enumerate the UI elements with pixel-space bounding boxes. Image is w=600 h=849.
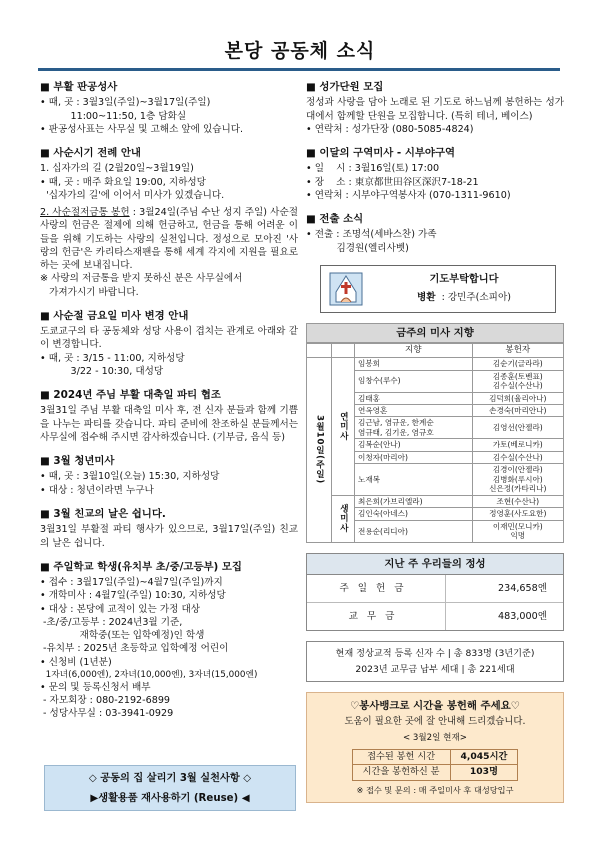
intention-cell: 최은희(가브리엘라) [355,495,473,507]
paragraph: 도쿄교구의 타 공동체와 성당 사용이 겹치는 관계로 아래와 같이 변경합니다. [40,326,298,351]
paragraph: 3월31일 부활절 파티 행사가 있으므로, 3월17일(주일) 친교의 날은 쉽니다. [40,524,298,549]
volunteer-value: 4,045시간 [450,749,518,765]
section-confession [40,80,298,136]
table-row [307,358,564,370]
offerer-cell: 김순기(글라라) [472,358,563,370]
text-line: 김경원(엘리사벳) [306,242,409,254]
paragraph: 3월31일 주님 부활 대축일 미사 후, 전 신자 분들과 함께 기쁨을 나누는 파티를 갖습니다. 파티 준비에 찬조하실 분들께서는 사무실에 접수해 주시면 감사하겠습니다. (기부금, 음식 등) [40,405,298,443]
table-row [352,749,518,765]
offering-row [307,603,563,630]
text-line: • 연락처 : 시부야구역봉사자 (070-1311-9610) [306,189,511,201]
page-title: 본당 공동체 소식 [224,40,376,62]
intention-cell: 임창수(루수) [355,370,473,392]
volunteer-note: ※ 접수 및 문의 : 매 주일미사 후 대성당입구 [356,785,514,795]
offering-value: 234,658엔 [445,575,563,602]
section-title: ■ 3월 청년미사 [40,455,115,468]
offering-value: 483,000엔 [445,603,563,630]
intention-cell: 이청자(마리아) [355,451,473,463]
prayer-title: 기도부탁합니다 [429,274,499,286]
text-line: - 자모회장 : 080-2192-6899 [40,695,171,707]
section-fellowship-day [40,507,298,550]
intention-cell: 김인숙(아네스) [355,508,473,520]
blank-header [332,344,355,358]
text-line: • 대상 : 청년이라면 누구나 [40,484,154,496]
offerer-cell: 손경숙(마리안나) [472,404,563,416]
left-column [40,80,298,731]
section-title: ■ 이달의 구역미사 - 시부야구역 [306,147,456,160]
section-sunday-school [40,560,298,721]
title-divider [38,68,560,71]
offerer-cell: 이재민(모니카) 익명 [472,520,563,542]
section-title: ■ 2024년 주님 부활 대축일 파티 협조 [40,389,221,402]
practice-heading: ◇ 공동의 집 살리기 3월 실천사항 ◇ [88,773,252,784]
text-line: ※ 사랑의 저금통을 받지 못하신 분은 사무실에서 [40,273,243,285]
column-header-intention: 지향 [355,344,473,358]
text-line: • 문의 및 등록신청서 배부 [40,681,151,693]
section-title: ■ 주일학교 학생(유치부 초/중/고등부) 모집 [40,560,242,573]
paragraph: 정성과 사랑을 담아 노래로 된 기도로 하느님께 봉헌하는 성가대에서 함께할 단원을 모집합니다. (특히 테너, 베이스) [306,97,564,122]
membership-stats [306,641,564,682]
text-line: 가져가시기 바랍니다. [40,286,139,298]
section-title: ■ 사순절 금요일 미사 변경 안내 [40,309,189,322]
offerer-cell: 정영훈(사도요한) [472,508,563,520]
practice-item: ▶생활용품 재사용하기 (Reuse) ◀ [90,793,250,805]
offerer-cell: 김종훈(토벤표) 김수실(수산나) [472,370,563,392]
intention-cell: 임봉희 [355,358,473,370]
text-line: • 접수 : 3월17일(주일)~4월7일(주일)까지 [40,577,223,589]
section-transfer [306,212,564,255]
monthly-practice-box [44,765,296,811]
text-line: - 성당사무실 : 03-3941-0929 [40,708,174,720]
offering-label: 교무금 [348,611,404,623]
mass-date: 3월10일(주일) [307,358,332,543]
text-line: • 연락처 : 성가단장 (080-5085-4824) [306,123,474,135]
text-line: '십자가의 길'에 이어서 미사가 있겠습니다. [40,189,225,201]
mass-intention-table [306,343,564,542]
text-line: 1자녀(6,000엔), 2자녀(10,000엔), 3자녀(15,000엔) [40,669,258,680]
intention-cell: 전용순(리디아) [355,520,473,542]
section-title: ■ 부활 판공성사 [40,81,118,93]
section-district-mass [306,146,564,202]
volunteer-date: < 3월2일 현재> [402,732,467,743]
text-line: 재학중(또는 입학예정)인 학생 [40,630,205,642]
offering-label: 주일헌금 [339,583,413,595]
blank-header [307,344,332,358]
section-title: ■ 사순시기 전례 안내 [40,147,141,160]
volunteer-label: 접수된 봉헌 시간 [352,749,450,765]
text-line: • 때, 곳 : 3월3일(주일)~3월17일(주일) [40,97,211,109]
text-line: 11:00~11:50, 1층 담화실 [40,110,187,122]
section-friday-mass [40,309,298,378]
lent-savings-lead: 2. 사순절저금통 봉헌 [40,207,130,219]
text-line: • 일 시 : 3월16일(토) 17:00 [306,163,440,175]
text-line: • 때, 곳 : 3/15 - 11:00, 지하성당 [40,352,185,364]
volunteer-title: ♡봉사뱅크로 시간을 봉헌해 주세요♡ [349,700,520,713]
mass-intention-title: 금주의 미사 지향 [306,323,564,343]
section-title: ■ 3월 친교의 날은 쉽니다. [40,507,166,520]
section-title: ■ 성가단원 모집 [306,81,384,93]
intention-cell: 노재복 [355,464,473,495]
volunteer-table [352,749,519,781]
text-line: • 판공성사표는 사무실 및 고해소 앞에 있습니다. [40,123,244,135]
text-line: 1. 십자가의 길 (2월20일~3월19일) [40,163,194,175]
prayer-request-box [320,265,556,313]
praying-hands-icon [329,272,363,306]
text-line: • 전출 : 조명석(세바스찬) 가족 [306,229,437,241]
text-line: • 때, 곳 : 매주 화요일 19:00, 지하성당 [40,176,206,188]
right-column [306,80,564,803]
text-line: -유치부 : 2025년 초등학교 입학예정 어린이 [40,643,229,655]
offerer-cell: 가토(베로니카) [472,439,563,451]
offerer-cell: 김영선(안젤라) [472,417,563,439]
text-line: -초/중/고등부 : 2024년3월 기준, [40,616,183,628]
text-line: 3/22 - 10:30, 대성당 [40,365,164,377]
offerer-cell: 김경이(안젤라) 김병화(루시아) 신은정(카타리나) [472,464,563,495]
volunteer-bank-box [306,692,564,803]
prayer-value: : 강민주(소피아) [441,292,511,304]
offering-row [307,575,563,603]
stats-line: 현재 정상교적 등록 신자 수 | 총 833명 (3년기준) [335,648,535,660]
intention-cell: 김태홍 [355,392,473,404]
section-title: ■ 전출 소식 [306,213,364,226]
intention-cell: 김근남, 염규운, 한계순 염규태, 김기운, 염규호 [355,417,473,439]
section-lent-liturgy [40,146,298,299]
volunteer-label: 시간을 봉헌하신 분 [352,765,450,781]
volunteer-subtitle: 도움이 필요한 곳에 잘 안내해 드리겠습니다. [344,715,526,727]
offerer-cell: 김수실(수산나) [472,451,563,463]
offerer-cell: 조현(수산나) [472,495,563,507]
section-choir [306,80,564,136]
section-easter-party [40,388,298,444]
text-line: • 신청비 (1년분) [40,656,112,668]
volunteer-value: 103명 [450,765,518,781]
lent-savings-text: : 3월24일(주님 수난 성지 주일) 사순절 사랑의 헌금은 절제에 의해 헌금하고, 헌금을 통해 어려운 이들을 위해 기도하는 사랑의 실천입니다. 정성으로 모아진 '사랑의 헌금'은 카리타스재팬을 통해 세계 각지에 지원을 필요로 하는 곳에 보내집니다. [40,207,298,272]
text-line: • 때, 곳 : 3월10일(오늘) 15:30, 지하성당 [40,471,220,483]
offering-box [306,553,564,631]
table-row [307,495,564,507]
mass-type: 생미사 [332,495,355,542]
text-line: • 대상 : 본당에 교적이 있는 가정 대상 [40,603,200,615]
lent-savings-paragraph [40,206,298,272]
offering-title: 지난 주 우리들의 정성 [307,554,563,575]
column-header-offerer: 봉헌자 [472,344,563,358]
table-row [352,765,518,781]
intention-cell: 김복순(안나) [355,439,473,451]
mass-type: 연미사 [332,358,355,496]
prayer-label: 병환 [417,292,436,304]
intention-cell: 연옥영혼 [355,404,473,416]
stats-line: 2023년 교무금 납부 세대 | 총 221세대 [355,663,515,675]
section-youth-mass [40,454,298,497]
text-line: • 개학미사 : 4월7일(주일) 10:30, 지하성당 [40,590,226,602]
text-line: • 장 소 : 東京都世田谷区深沢7-18-21 [306,176,479,188]
offerer-cell: 김덕희(율리아나) [472,392,563,404]
